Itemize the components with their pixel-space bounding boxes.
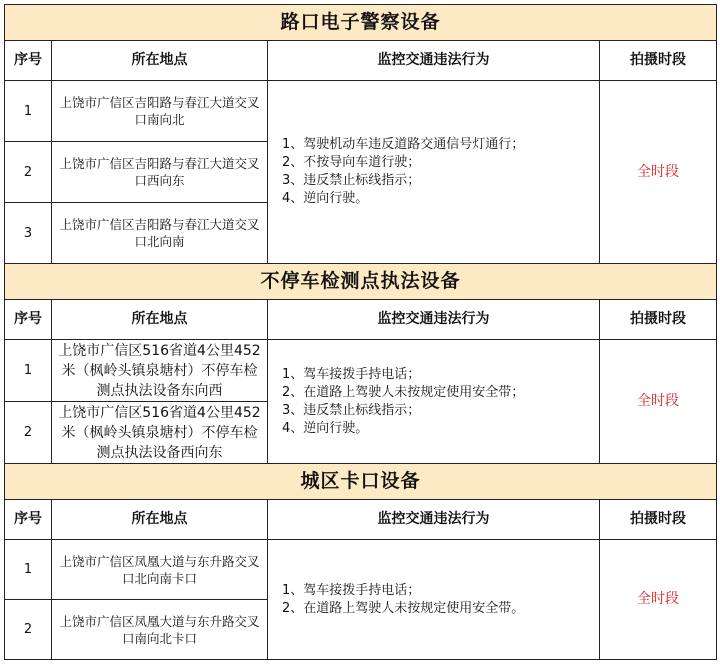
behavior-list (268, 340, 600, 464)
behavior-list (268, 540, 600, 660)
header-seq: 序号 (5, 500, 52, 540)
behavior-item: 2、在道路上驾驶人未按规定使用安全带。 (282, 600, 525, 616)
behavior-item: 2、不按导向车道行驶； (282, 155, 421, 170)
capture-time: 全时段 (600, 540, 717, 660)
section-title-row (5, 464, 717, 500)
header-behavior: 监控交通违法行为 (268, 41, 600, 81)
row-location: 上饶市广信区吉阳路与春江大道交叉口西向东 (52, 142, 268, 203)
section-title-row (5, 5, 717, 41)
row-location: 上饶市广信区516省道4公里452米（枫岭头镇泉塘村）不停车检测点执法设备东向西 (52, 340, 268, 402)
row-seq: 2 (5, 402, 52, 464)
behavior-item: 3、违反禁止标线指示； (282, 173, 421, 188)
row-seq: 1 (5, 81, 52, 142)
section-title-row (5, 264, 717, 300)
header-behavior: 监控交通违法行为 (268, 300, 600, 340)
row-seq: 2 (5, 142, 52, 203)
table-row (5, 540, 717, 600)
header-seq: 序号 (5, 300, 52, 340)
header-location: 所在地点 (52, 300, 268, 340)
behavior-item: 4、逆向行驶。 (282, 420, 369, 436)
behavior-list (268, 81, 600, 264)
behavior-item: 2、在道路上驾驶人未按规定使用安全带； (282, 384, 525, 400)
row-location: 上饶市广信区吉阳路与春江大道交叉口南向北 (52, 81, 268, 142)
row-seq: 2 (5, 600, 52, 660)
section-title: 路口电子警察设备 (5, 5, 717, 41)
capture-time: 全时段 (600, 340, 717, 464)
row-location: 上饶市广信区凤凰大道与东升路交叉口南向北卡口 (52, 600, 268, 660)
table-row (5, 81, 717, 142)
header-time: 拍摄时段 (600, 300, 717, 340)
section-title: 不停车检测点执法设备 (5, 264, 717, 300)
behavior-item: 1、驾车接拨手持电话； (282, 366, 421, 382)
header-row (5, 41, 717, 81)
header-location: 所在地点 (52, 41, 268, 81)
section-title: 城区卡口设备 (5, 464, 717, 500)
header-row (5, 300, 717, 340)
row-seq: 3 (5, 203, 52, 264)
row-location: 上饶市广信区516省道4公里452米（枫岭头镇泉塘村）不停车检测点执法设备西向东 (52, 402, 268, 464)
row-seq: 1 (5, 540, 52, 600)
row-location: 上饶市广信区凤凰大道与东升路交叉口北向南卡口 (52, 540, 268, 600)
enforcement-device-table (4, 4, 717, 660)
row-location: 上饶市广信区吉阳路与春江大道交叉口北向南 (52, 203, 268, 264)
header-seq: 序号 (5, 41, 52, 81)
header-time: 拍摄时段 (600, 41, 717, 81)
row-seq: 1 (5, 340, 52, 402)
header-time: 拍摄时段 (600, 500, 717, 540)
capture-time: 全时段 (600, 81, 717, 264)
behavior-item: 3、违反禁止标线指示； (282, 402, 421, 418)
behavior-item: 1、驾车接拨手持电话； (282, 582, 421, 598)
header-location: 所在地点 (52, 500, 268, 540)
header-behavior: 监控交通违法行为 (268, 500, 600, 540)
behavior-item: 1、驾驶机动车违反道路交通信号灯通行； (282, 137, 525, 152)
behavior-item: 4、逆向行驶。 (282, 191, 369, 206)
header-row (5, 500, 717, 540)
table-row (5, 340, 717, 402)
